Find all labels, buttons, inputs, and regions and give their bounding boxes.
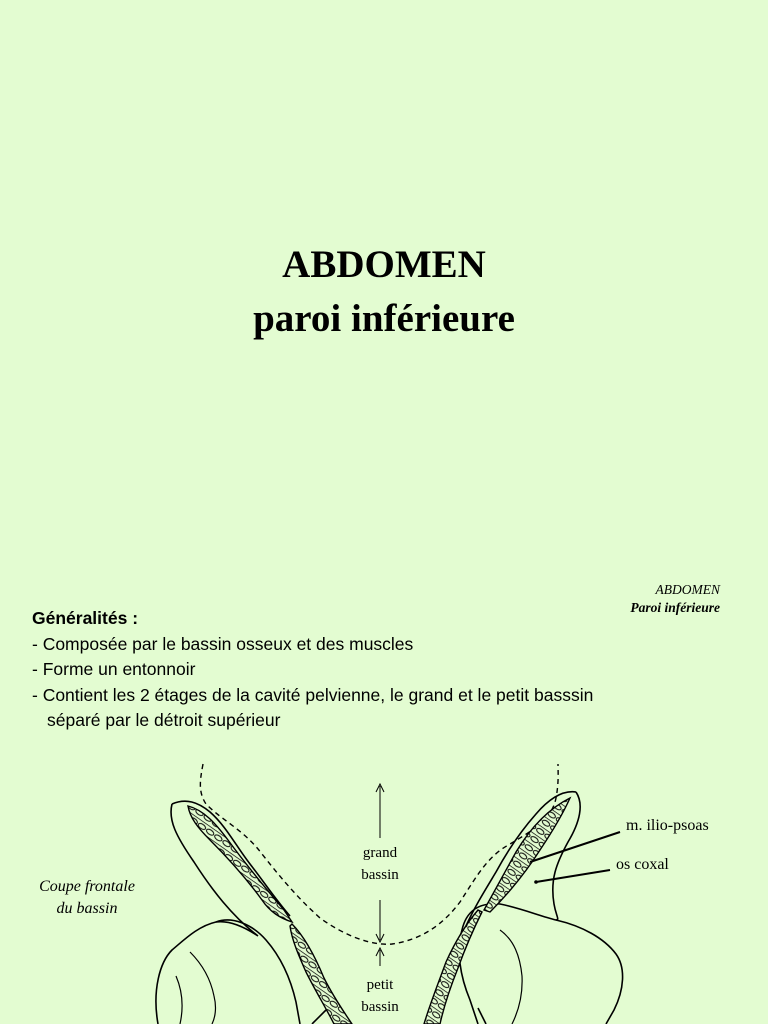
grand-bassin-label bbox=[340, 842, 420, 886]
running-header-title: ABDOMEN bbox=[655, 582, 720, 597]
petit-bassin-label bbox=[340, 974, 420, 1018]
section-heading: Généralités : bbox=[32, 608, 139, 628]
page-subtitle: paroi inférieure bbox=[253, 297, 515, 340]
figure-caption-line2: du bassin bbox=[56, 900, 118, 917]
os-coxal-label: os coxal bbox=[616, 856, 669, 873]
pelvis-diagram bbox=[0, 740, 768, 1024]
list-item: - Composée par le bassin osseux et des muscles bbox=[32, 633, 414, 654]
grand-bassin-line2: bassin bbox=[361, 867, 399, 883]
title-block bbox=[0, 238, 768, 346]
list-item: - Forme un entonnoir bbox=[32, 659, 196, 679]
grand-bassin-line1: grand bbox=[362, 845, 398, 861]
figure-caption bbox=[22, 876, 152, 920]
generalites-section bbox=[32, 606, 593, 734]
left-iliopsoas-muscle bbox=[188, 806, 292, 922]
list-item: - Contient les 2 étages de la cavité pelvienne, le grand et le petit basssin bbox=[32, 684, 594, 705]
page-title: ABDOMEN bbox=[282, 243, 486, 286]
right-iliopsoas-muscle bbox=[484, 798, 570, 912]
right-iliac-bone bbox=[459, 792, 580, 1024]
iliopsoas-label: m. ilio-psoas bbox=[626, 817, 709, 834]
figure-caption-line1: Coupe frontale bbox=[39, 878, 135, 895]
coxal-leader-line bbox=[536, 870, 610, 882]
petit-bassin-line1: petit bbox=[366, 977, 394, 993]
list-item-continuation: séparé par le détroit supérieur bbox=[47, 710, 281, 730]
petit-bassin-line2: bassin bbox=[361, 999, 399, 1015]
running-header-subtitle: Paroi inférieure bbox=[630, 600, 720, 615]
running-header bbox=[630, 581, 720, 617]
